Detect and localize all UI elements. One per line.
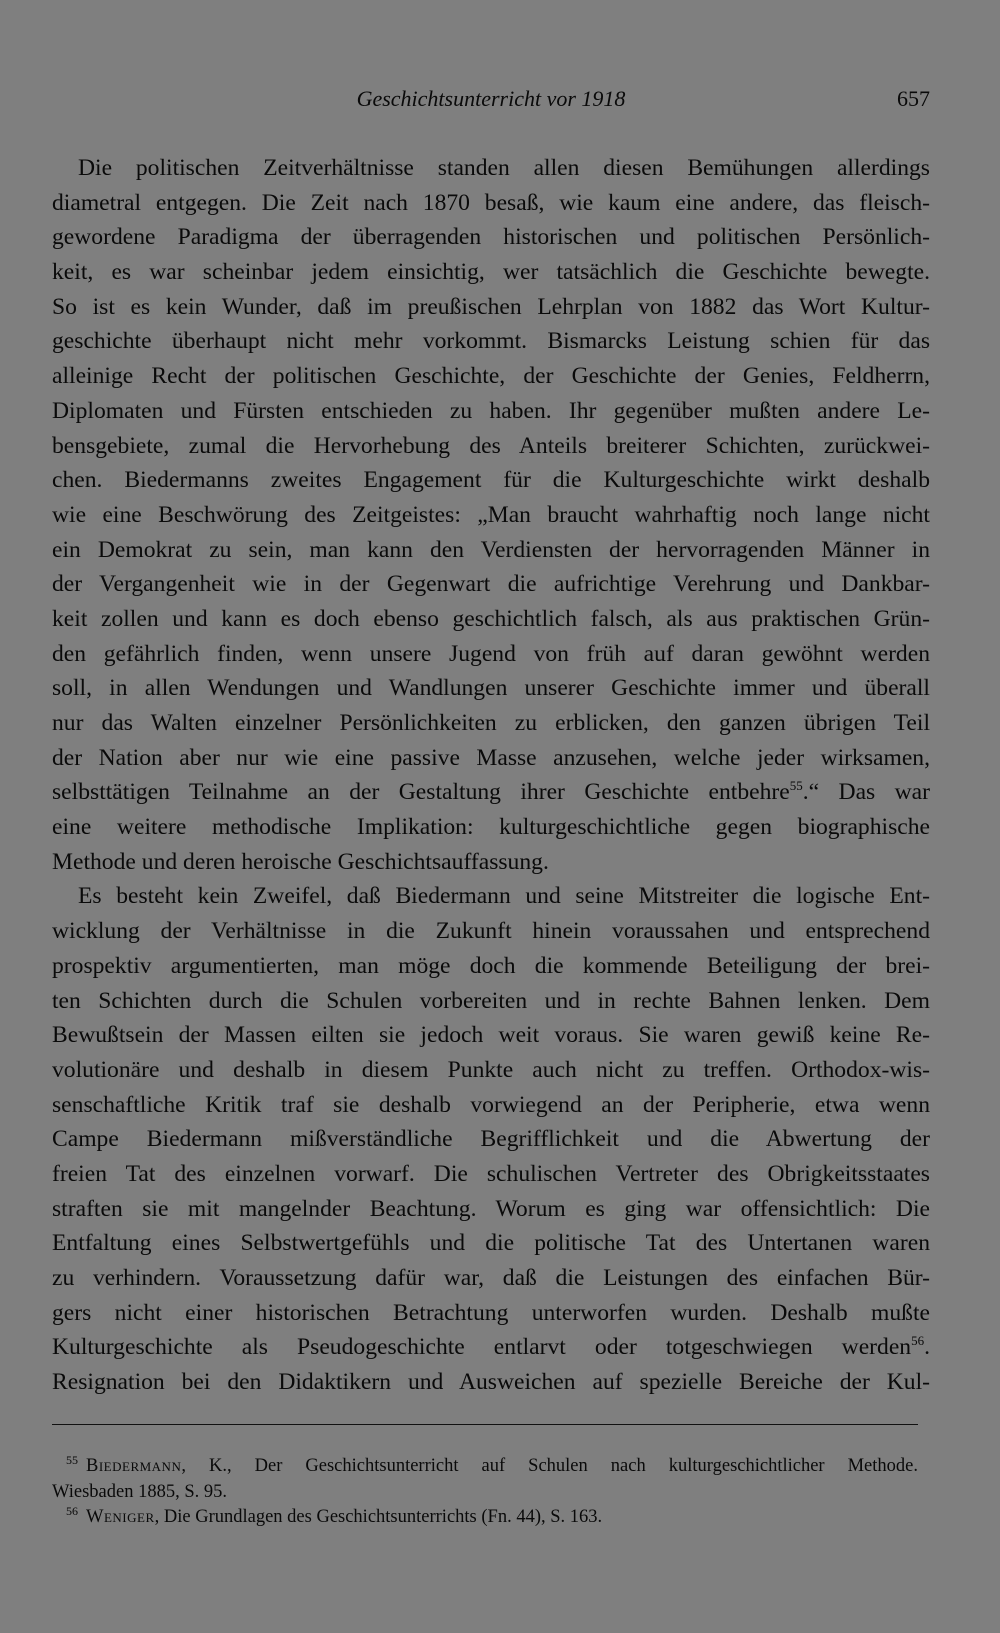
text-line: So ist es kein Wunder, daß im preußischen Lehrplan von 1882 das Wort Kultur- <box>52 293 930 320</box>
text-segment: .“ Das war <box>802 779 930 806</box>
text-line: volutionäre und deshalb in diesem Punkte auch nicht zu treffen. Orthodox-wis- <box>52 1056 930 1083</box>
text-line-with-footnote-55 <box>52 775 930 810</box>
text-line: der Vergangenheit wie in der Gegenwart die aufrichtige Verehrung und Dankbar- <box>52 571 930 598</box>
footnote-mark: 56 <box>66 1504 78 1518</box>
footnote-mark: 55 <box>66 1453 78 1467</box>
text-line: Methode und deren heroische Geschichtsauffassung. <box>52 848 549 875</box>
text-line: Die politischen Zeitverhältnisse standen allen diesen Bemühungen allerdings <box>78 155 930 181</box>
text-line: gewordene Paradigma der überragenden historischen und politischen Persönlich- <box>52 224 930 251</box>
running-title: Geschichtsunterricht vor 1918 <box>356 86 626 111</box>
text-line: keit zollen und kann es doch ebenso geschichtlich falsch, als aus praktischen Grün- <box>52 605 930 632</box>
text-line: Bewußtsein der Massen eilten sie jedoch weit voraus. Sie waren gewiß keine Re- <box>52 1022 930 1049</box>
text-segment: selbsttätigen Teilnahme an der Gestaltung ihrer Geschichte entbehre <box>52 779 790 806</box>
text-line: prospektiv argumentierten, man möge doch die kommende Beteiligung der brei- <box>52 952 930 979</box>
text-segment: . <box>924 1334 930 1361</box>
body-text <box>52 151 930 1400</box>
footnotes <box>52 1454 918 1531</box>
page-number: 657 <box>897 86 930 111</box>
text-line: der Nation aber nur wie eine passive Masse anzusehen, welche jeder wirksamen, <box>52 744 930 771</box>
text-line: bensgebiete, zumal die Hervorhebung des Anteils breiterer Schichten, zurückwei- <box>52 432 930 459</box>
text-line: Es besteht kein Zweifel, daß Biedermann und seine Mitstreiter die logische Ent- <box>78 883 930 910</box>
footnote-56 <box>52 1505 918 1531</box>
text-line: nur das Walten einzelner Persönlichkeiten zu erblicken, den ganzen übrigen Teil <box>52 710 930 736</box>
text-line: soll, in allen Wendungen und Wandlungen unserer Geschichte immer und überall <box>52 675 930 702</box>
footnote-text: , Die Grundlagen des Geschichtsunterrichts (Fn. 44), S. 163. <box>154 1507 603 1527</box>
text-line: diametral entgegen. Die Zeit nach 1870 besaß, wie kaum eine andere, das fleisch- <box>52 189 930 216</box>
text-line: Resignation bei den Didaktikern und Ausweichen auf spezielle Bereiche der Kul- <box>52 1369 930 1396</box>
footnote-text: , K., Der Geschichtsunterricht auf Schulen nach kulturgeschichtlicher Methode. <box>181 1456 918 1476</box>
footnote-ref-56[interactable]: 56 <box>911 1333 925 1349</box>
text-line: ein Demokrat zu sein, man kann den Verdiensten der hervorragenden Männer in <box>52 536 930 563</box>
text-line: Entfaltung eines Selbstwertgefühls und die politische Tat des Untertanen waren <box>52 1230 930 1257</box>
text-line: eine weitere methodische Implikation: kulturgeschichtliche gegen biographische <box>52 814 930 841</box>
text-line: ten Schichten durch die Schulen vorbereiten und in rechte Bahnen lenken. Dem <box>52 987 930 1014</box>
text-line: den gefährlich finden, wenn unsere Jugend von früh auf daran gewöhnt werden <box>52 640 930 667</box>
text-line: alleinige Recht der politischen Geschichte, der Geschichte der Genies, Feldherrn, <box>52 363 930 390</box>
text-segment: Kulturgeschichte als Pseudogeschichte entlarvt oder totgeschwiegen werden <box>52 1334 912 1361</box>
text-line: Diplomaten und Fürsten entschieden zu haben. Ihr gegenüber mußten andere Le- <box>52 397 930 424</box>
running-head <box>52 86 930 118</box>
text-line: zu verhindern. Voraussetzung dafür war, daß die Leistungen des einfachen Bür- <box>52 1265 930 1291</box>
text-line-with-footnote-56 <box>52 1330 930 1365</box>
text-line: straften sie mit mangelnder Beachtung. Worum es ging war offensichtlich: Die <box>52 1195 930 1222</box>
text-line: wie eine Beschwörung des Zeitgeistes: „Man braucht wahrhaftig noch lange nicht <box>52 501 930 528</box>
text-line: senschaftliche Kritik traf sie deshalb vorwiegend an der Peripherie, etwa wenn <box>52 1091 930 1118</box>
footnote-divider <box>52 1424 918 1425</box>
footnote-author: Weniger <box>86 1507 155 1527</box>
text-line: freien Tat des einzelnen vorwarf. Die schulischen Vertreter des Obrigkeitsstaates <box>52 1160 930 1187</box>
text-line: wicklung der Verhältnisse in die Zukunft hinein voraussahen und entsprechend <box>52 918 930 945</box>
text-line: Campe Biedermann mißverständliche Begrifflichkeit und die Abwertung der <box>52 1126 930 1153</box>
footnote-author: Biedermann <box>86 1456 182 1476</box>
text-line: geschichte überhaupt nicht mehr vorkommt. Bismarcks Leistung schien für das <box>52 328 930 355</box>
text-line: gers nicht einer historischen Betrachtung unterworfen wurden. Deshalb mußte <box>52 1299 930 1326</box>
text-line: keit, es war scheinbar jedem einsichtig, wer tatsächlich die Geschichte bewegte. <box>52 259 930 286</box>
text-line: chen. Biedermanns zweites Engagement für die Kulturgeschichte wirkt deshalb <box>52 467 930 494</box>
footnote-55-continuation: Wiesbaden 1885, S. 95. <box>52 1481 227 1502</box>
footnote-55 <box>52 1454 918 1480</box>
footnote-ref-55[interactable]: 55 <box>789 778 803 794</box>
